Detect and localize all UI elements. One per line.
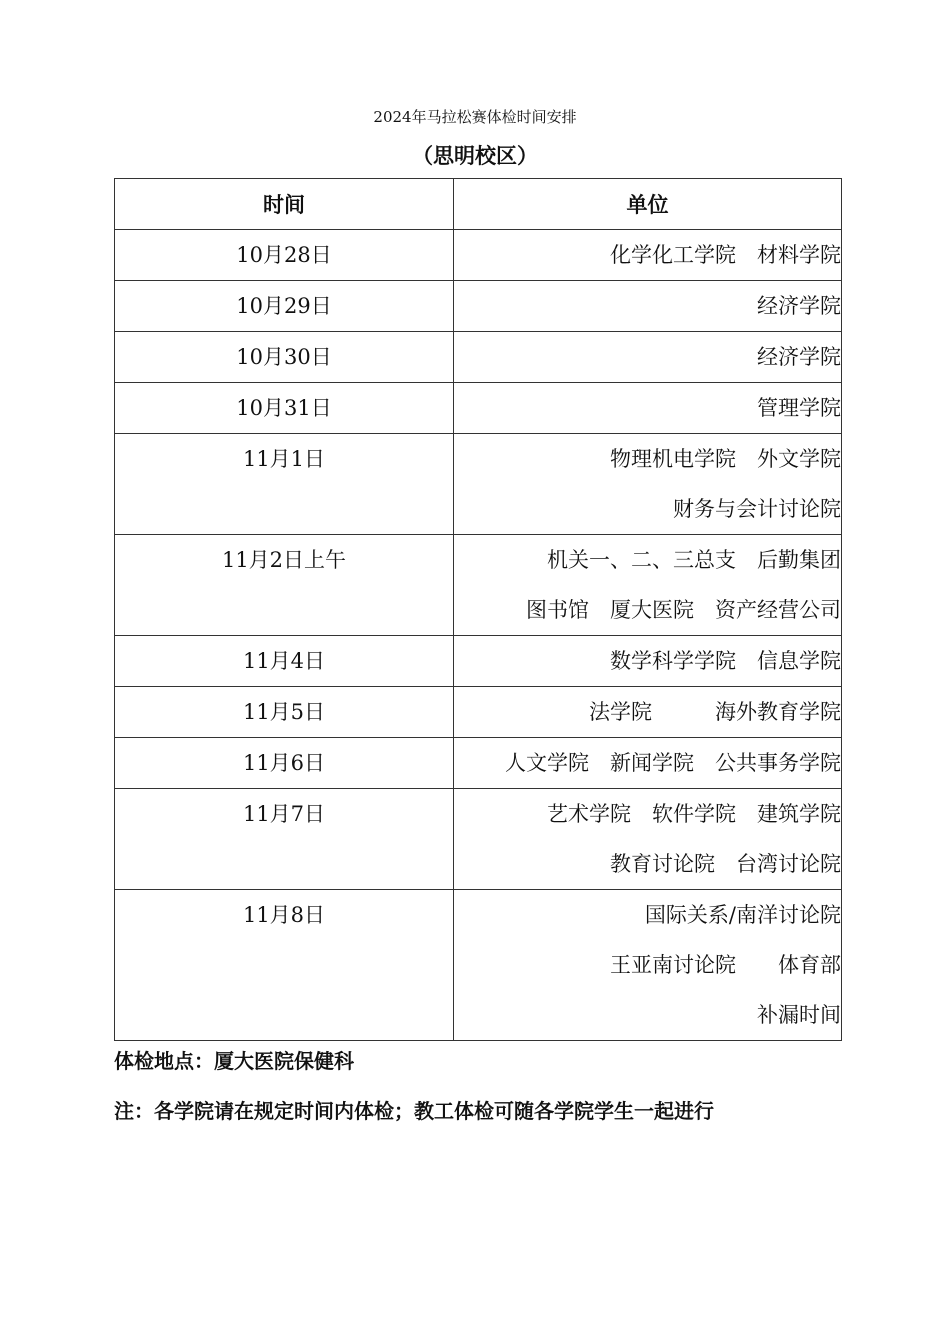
table-row [115,535,842,636]
table-row [115,789,842,890]
time-text: 11月6日 [242,751,326,775]
unit-text: 国际关系/南洋讨论院 [644,903,841,927]
time-cell [115,535,454,636]
time-cell [115,434,454,535]
table-row [115,636,842,687]
time-cell [115,383,454,434]
unit-cell [454,332,842,383]
unit-text: 经济学院 [757,294,841,318]
unit-text: 物理机电学院 外文学院 [610,447,841,471]
table-row [115,890,842,1041]
unit-text: 王亚南讨论院 体育部 [610,953,841,977]
time-text: 10月29日 [236,294,332,318]
schedule-body [115,230,842,1041]
unit-text: 数学科学学院 信息学院 [610,649,841,673]
time-text: 11月2日上午 [221,548,347,572]
unit-text: 管理学院 [757,396,841,420]
time-text: 11月1日 [242,447,326,471]
time-text: 10月31日 [236,396,332,420]
time-cell [115,332,454,383]
table-row [115,230,842,281]
time-text: 11月5日 [242,700,326,724]
unit-cell [454,687,842,738]
schedule-table [114,178,842,1041]
unit-cell [454,738,842,789]
table-row [115,434,842,535]
time-column-header: 时间 [115,179,454,230]
time-cell [115,738,454,789]
unit-cell [454,890,842,1041]
time-text: 11月8日 [242,903,326,927]
table-row [115,332,842,383]
unit-text: 人文学院 新闻学院 公共事务学院 [505,751,841,775]
unit-text: 机关一、二、三总支 后勤集团 [547,548,841,572]
unit-cell [454,383,842,434]
unit-text: 经济学院 [757,345,841,369]
unit-cell [454,789,842,890]
unit-cell [454,230,842,281]
table-row [115,383,842,434]
time-text: 11月7日 [242,802,326,826]
unit-cell [454,535,842,636]
time-cell [115,890,454,1041]
time-text: 10月30日 [236,345,332,369]
table-row [115,687,842,738]
unit-text: 教育讨论院 台湾讨论院 [610,852,841,876]
table-header-row [115,179,842,230]
unit-text: 财务与会计讨论院 [673,497,841,521]
unit-text: 法学院 海外教育学院 [589,700,841,724]
unit-column-header: 单位 [454,179,842,230]
unit-text: 化学化工学院 材料学院 [610,243,841,267]
unit-text: 补漏时间 [757,1003,841,1027]
unit-text: 图书馆 厦大医院 资产经营公司 [526,598,841,622]
remark-note: 注：各学院请在规定时间内体检；教工体检可随各学院学生一起进行 [114,1099,714,1123]
time-cell [115,687,454,738]
table-row [115,281,842,332]
time-cell [115,281,454,332]
time-cell [115,789,454,890]
time-cell [115,636,454,687]
document-title: 2024年马拉松赛体检时间安排 [373,108,577,126]
time-text: 10月28日 [236,243,332,267]
unit-cell [454,636,842,687]
document-subtitle: （思明校区） [412,144,538,168]
time-text: 11月4日 [242,649,326,673]
table-row [115,738,842,789]
exam-location-note: 体检地点：厦大医院保健科 [114,1049,354,1073]
unit-cell [454,434,842,535]
time-cell [115,230,454,281]
unit-text: 艺术学院 软件学院 建筑学院 [547,802,841,826]
unit-cell [454,281,842,332]
